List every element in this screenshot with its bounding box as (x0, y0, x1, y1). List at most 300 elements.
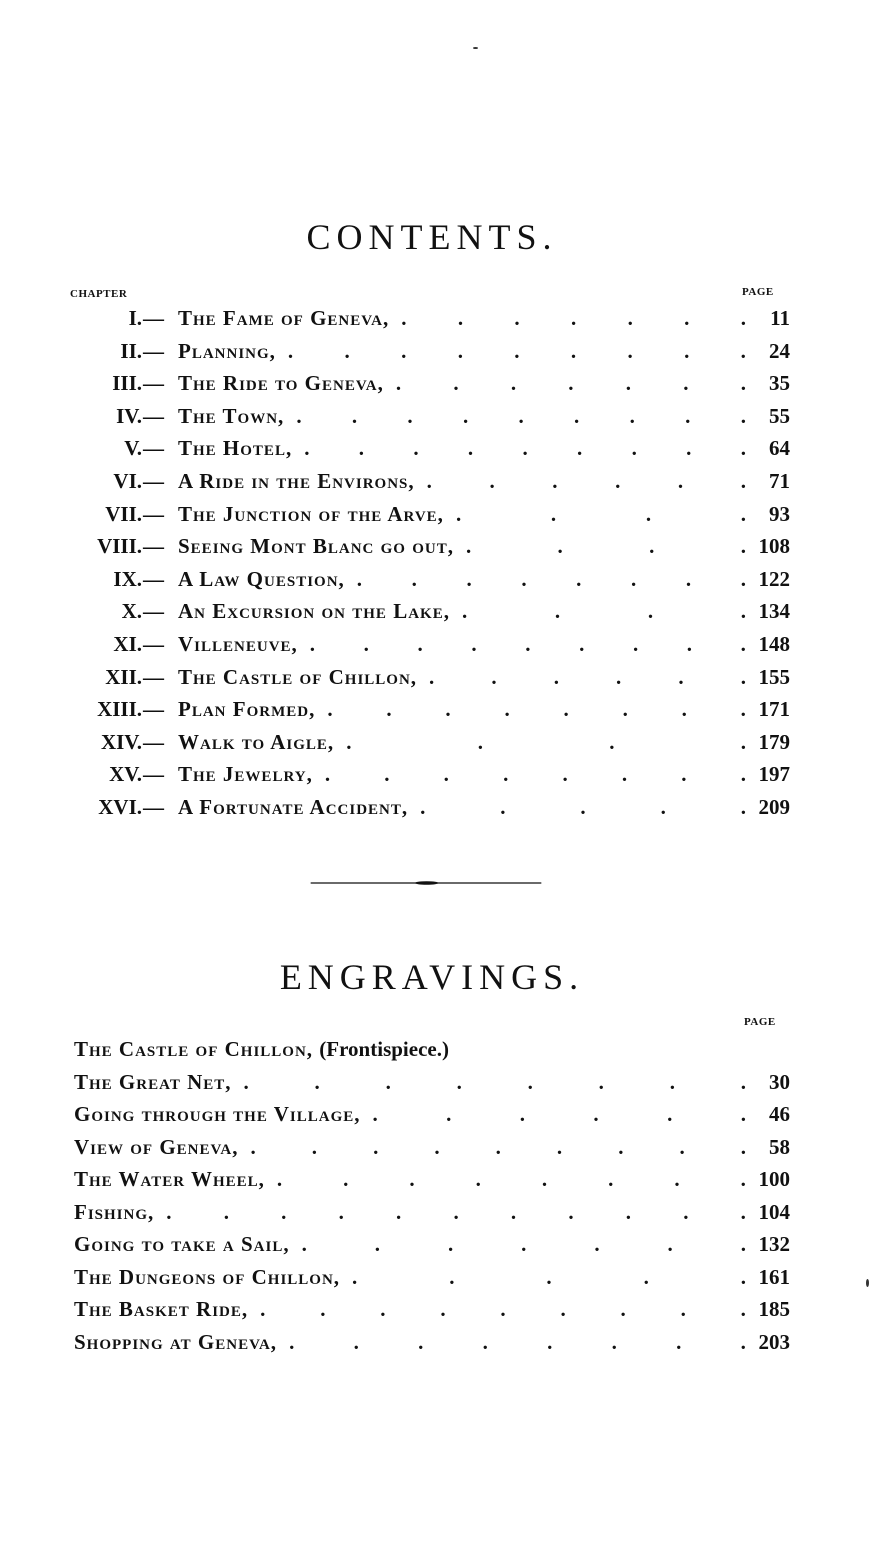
chapter-numeral: X. (121, 599, 142, 624)
contents-heading: CONTENTS. (306, 217, 558, 257)
leader-dot: . (557, 534, 563, 559)
leader-dot: . (740, 1134, 746, 1159)
leader-dot: . (521, 566, 527, 591)
leader-dot: . (740, 403, 746, 428)
leader-dot: . (556, 1134, 563, 1159)
leader-dot: . (457, 306, 464, 330)
chapter-title: The Jewelry, (178, 762, 313, 787)
leader-dot: . (684, 306, 690, 330)
engraving-row (0, 1261, 882, 1293)
leader-dot: . (568, 371, 574, 396)
leader-dot: . (546, 1264, 552, 1289)
contents-row (0, 758, 882, 790)
em-dash: — (143, 469, 164, 493)
leader-dot: . (678, 664, 684, 689)
engraving-title (74, 1261, 340, 1293)
leader-dot: . (344, 338, 350, 363)
leader-dot: . (580, 795, 586, 819)
leader-dot: . (608, 1167, 614, 1191)
leader-dot: . (395, 371, 402, 396)
em-dash: — (143, 371, 164, 396)
chapter-numeral: XIII. (97, 697, 142, 722)
chapter-title: A Ride in the Environs, (178, 469, 415, 493)
leader-dot: . (491, 664, 497, 689)
leader-dot: . (740, 1232, 746, 1256)
leader-dot: . (620, 1297, 626, 1321)
leader-dot: . (380, 1297, 386, 1321)
contents-row (0, 367, 882, 399)
chapter-title: The Hotel, (178, 436, 293, 461)
engravings-heading: ENGRAVINGS. (279, 957, 585, 997)
leader-dot: . (527, 1069, 533, 1094)
leader-dot: . (510, 371, 517, 396)
em-dash: — (143, 338, 164, 363)
leader-dot: . (510, 1199, 517, 1224)
leader-dots (420, 791, 746, 823)
engraving-title (74, 1228, 290, 1260)
leader-dot: . (669, 1069, 675, 1094)
chapter-numeral: XVI. (98, 795, 142, 819)
leader-dot: . (622, 697, 628, 722)
engraving-title-text: Going through the Village, (74, 1102, 361, 1126)
leader-dot: . (296, 403, 302, 428)
leader-dot: . (418, 1329, 424, 1354)
leader-dot: . (740, 371, 746, 396)
leader-dot: . (579, 632, 585, 656)
contents-row (0, 335, 882, 367)
leader-dots (302, 1228, 746, 1260)
chapter-title: A Law Question, (178, 566, 345, 591)
leader-dots (462, 595, 746, 627)
page-number: 108 (758, 534, 790, 559)
leader-dot: . (563, 697, 569, 722)
page-number: 104 (758, 1199, 790, 1224)
leader-dot: . (384, 762, 390, 787)
leader-dot: . (740, 1167, 746, 1191)
leader-dots (357, 563, 746, 595)
contents-row (0, 432, 882, 464)
leader-dot: . (681, 762, 687, 787)
leader-dot: . (401, 338, 407, 363)
leader-dot: . (250, 1134, 256, 1159)
leader-dot: . (685, 403, 691, 428)
chapter-numeral: VIII. (97, 534, 142, 559)
leader-dot: . (740, 338, 746, 363)
leader-dot: . (477, 729, 483, 754)
leader-dot: . (372, 1102, 378, 1126)
leader-dots (346, 726, 746, 758)
engraving-title (74, 1098, 361, 1130)
chapter-title: The Town, (178, 403, 285, 428)
chapter-numeral: V. (124, 436, 142, 461)
page-number: 64 (769, 436, 790, 461)
leader-dot: . (281, 1199, 287, 1224)
contents-row (0, 302, 882, 334)
page-number: 71 (769, 469, 790, 493)
engraving-note: (Frontispiece.) (319, 1037, 449, 1061)
leader-dot: . (616, 664, 622, 689)
leader-dots (429, 661, 746, 693)
leader-dot: . (680, 1297, 686, 1321)
leader-dot: . (574, 403, 580, 428)
leader-dot: . (740, 1102, 746, 1126)
leader-dot: . (676, 1329, 682, 1354)
leader-dot: . (467, 436, 474, 461)
leader-dot: . (629, 403, 635, 428)
leader-dot: . (683, 371, 689, 396)
leader-dot: . (351, 403, 358, 428)
em-dash: — (143, 632, 164, 656)
chapter-title: The Castle of Chillon, (178, 664, 418, 689)
leader-dot: . (429, 664, 435, 689)
engraving-title (74, 1066, 232, 1098)
page-number: 209 (758, 795, 790, 819)
em-dash: — (143, 599, 164, 624)
leader-dot: . (521, 1232, 527, 1256)
contents-row (0, 400, 882, 432)
engraving-title-text: Fishing, (74, 1199, 155, 1224)
leader-dot: . (495, 1134, 501, 1159)
page-number: 11 (770, 306, 790, 330)
leader-dot: . (667, 1232, 673, 1256)
page-number: 35 (769, 371, 790, 396)
chapter-column-label: CHAPTER (70, 288, 128, 300)
leader-dot: . (577, 436, 583, 461)
leader-dot: . (615, 469, 621, 493)
leader-dot: . (385, 1069, 391, 1094)
leader-dot: . (396, 1199, 402, 1224)
leader-dot: . (576, 566, 582, 591)
leader-dot: . (625, 371, 632, 396)
engraving-title-text: View of Geneva, (74, 1134, 239, 1159)
contents-row (0, 726, 882, 758)
leader-dot: . (260, 1297, 266, 1321)
leader-dot: . (740, 729, 746, 754)
em-dash: — (143, 566, 164, 591)
leader-dot: . (677, 469, 684, 493)
leader-dot: . (740, 436, 746, 461)
engraving-row (0, 1228, 882, 1260)
leader-dot: . (649, 534, 655, 559)
chapter-numeral: XV. (109, 762, 142, 787)
leader-dot: . (489, 469, 495, 493)
leader-dot: . (594, 1232, 600, 1256)
leader-dot: . (562, 762, 568, 787)
leader-dot: . (547, 1329, 553, 1354)
leader-dots (289, 1326, 746, 1358)
leader-dot: . (456, 1069, 462, 1094)
leader-dot: . (553, 664, 559, 689)
leader-dot: . (434, 1134, 440, 1159)
chapter-numeral: VII. (105, 501, 142, 526)
leader-dot: . (352, 1264, 358, 1289)
chapter-numeral: IV. (116, 403, 142, 428)
leader-dot: . (740, 697, 746, 722)
leader-dot: . (740, 1297, 746, 1321)
leader-dot: . (686, 436, 692, 461)
em-dash: — (143, 795, 164, 819)
engraving-title (74, 1293, 248, 1325)
engraving-row (0, 1293, 882, 1325)
leader-dot: . (327, 697, 333, 722)
leader-dot: . (643, 1264, 649, 1289)
ink-speck-right (866, 1279, 869, 1287)
leader-dot: . (413, 436, 419, 461)
leader-dot: . (522, 436, 528, 461)
chapter-title: Plan Formed, (178, 697, 316, 722)
leader-dots (325, 758, 746, 790)
leader-dot: . (500, 795, 506, 819)
leader-dot: . (417, 632, 423, 656)
leader-dot: . (740, 566, 746, 591)
section-divider (253, 881, 599, 885)
leader-dot: . (685, 566, 692, 591)
leader-dot: . (449, 1264, 455, 1289)
leader-dot: . (407, 403, 413, 428)
page-number: 46 (769, 1102, 790, 1126)
leader-dot: . (314, 1069, 320, 1094)
leader-dot: . (609, 729, 615, 754)
leader-dot: . (276, 1167, 283, 1191)
leader-dot: . (681, 697, 687, 722)
leader-dot: . (411, 566, 417, 591)
leader-dot: . (301, 1232, 307, 1256)
leader-dot: . (289, 1329, 295, 1354)
leader-dot: . (455, 501, 462, 526)
page-number: 132 (758, 1232, 790, 1256)
engravings-page-label: PAGE (744, 1016, 776, 1028)
chapter-numeral: XIV. (100, 729, 142, 754)
engraving-title (74, 1131, 239, 1163)
chapter-title: Villeneuve, (178, 632, 298, 656)
leader-dots (296, 400, 746, 432)
engraving-row (0, 1098, 882, 1130)
engraving-row (0, 1326, 882, 1358)
leader-dots (427, 465, 746, 497)
chapter-numeral: IX. (113, 566, 142, 591)
leader-dot: . (568, 1199, 574, 1224)
leader-dot: . (466, 566, 472, 591)
leader-dot: . (373, 1134, 379, 1159)
leader-dot: . (304, 436, 310, 461)
leader-dots (277, 1163, 746, 1195)
em-dash: — (143, 762, 164, 787)
leader-dot: . (356, 566, 363, 591)
contents-row (0, 661, 882, 693)
page-number: 179 (758, 729, 790, 754)
leader-dot: . (166, 1199, 172, 1224)
leader-dots (456, 498, 746, 530)
leader-dots (260, 1293, 746, 1325)
chapter-title: Seeing Mont Blanc go out, (178, 534, 454, 559)
leader-dots (166, 1196, 746, 1228)
leader-dot: . (309, 632, 316, 656)
leader-dot: . (518, 403, 524, 428)
engraving-title-text: The Dungeons of Chillon, (74, 1264, 341, 1289)
leader-dot: . (363, 632, 369, 656)
page-number: 197 (758, 762, 790, 787)
leader-dot: . (519, 1102, 526, 1126)
page-number: 24 (769, 338, 790, 363)
engraving-title (74, 1033, 449, 1065)
page-number: 122 (758, 566, 790, 591)
leader-dot: . (440, 1297, 446, 1321)
leader-dots (244, 1066, 746, 1098)
leader-dot: . (465, 534, 472, 559)
divider-ornament (415, 881, 439, 884)
leader-dot: . (426, 469, 432, 493)
leader-dot: . (461, 599, 468, 624)
leader-dot: . (500, 1297, 506, 1321)
chapter-title: The Junction of the Arve, (178, 501, 444, 526)
leader-dots (373, 1098, 747, 1130)
em-dash: — (143, 729, 164, 754)
page-number: 30 (769, 1069, 790, 1094)
engraving-row (0, 1163, 882, 1195)
leader-dot: . (453, 371, 459, 396)
leader-dot: . (740, 664, 746, 689)
leader-dot: . (401, 306, 407, 330)
leader-dot: . (570, 338, 577, 363)
leader-dot: . (679, 1134, 685, 1159)
leader-dots (327, 693, 746, 725)
leader-dot: . (631, 436, 637, 461)
chapter-numeral: VI. (113, 469, 142, 493)
chapter-title: Planning, (178, 338, 276, 363)
contents-row (0, 498, 882, 530)
leader-dot: . (453, 1199, 459, 1224)
page-number: 155 (758, 664, 790, 689)
leader-dot: . (504, 697, 510, 722)
leader-dot: . (386, 697, 392, 722)
leader-dot: . (409, 1167, 415, 1191)
leader-dot: . (740, 469, 746, 493)
engraving-row (0, 1033, 882, 1065)
contents-row (0, 530, 882, 562)
page-number: 161 (758, 1264, 790, 1289)
leader-dot: . (324, 762, 331, 787)
page-column-label: PAGE (742, 286, 774, 298)
leader-dot: . (740, 632, 746, 656)
leader-dot: . (632, 632, 639, 656)
ink-speck-top (473, 47, 478, 49)
leader-dot: . (346, 729, 352, 754)
leader-dot: . (667, 1102, 673, 1126)
chapter-numeral: III. (112, 371, 142, 396)
contents-row (0, 595, 882, 627)
leader-dot: . (740, 1264, 746, 1289)
page-number: 185 (758, 1297, 790, 1321)
leader-dot: . (475, 1167, 481, 1191)
leader-dots (288, 335, 746, 367)
leader-dots (352, 1261, 746, 1293)
leader-dot: . (514, 306, 520, 330)
leader-dot: . (683, 1199, 689, 1224)
engraving-title-text: Shopping at Geneva, (74, 1329, 278, 1354)
leader-dot: . (541, 1167, 548, 1191)
engraving-title (74, 1163, 265, 1195)
leader-dots (304, 432, 746, 464)
leader-dot: . (570, 306, 577, 330)
leader-dot: . (627, 306, 633, 330)
leader-dot: . (740, 306, 746, 330)
em-dash: — (143, 534, 164, 559)
leader-dot: . (684, 338, 690, 363)
leader-dot: . (740, 1199, 746, 1224)
chapter-numeral: XI. (113, 632, 142, 656)
leader-dot: . (740, 501, 746, 526)
page-number: 203 (758, 1329, 790, 1354)
leader-dot: . (447, 1232, 454, 1256)
leader-dot: . (593, 1102, 599, 1126)
em-dash: — (143, 697, 164, 722)
page-number: 134 (758, 599, 790, 624)
leader-dot: . (443, 762, 449, 787)
engraving-title-text: The Great Net, (74, 1069, 232, 1094)
chapter-numeral: XII. (105, 664, 142, 689)
leader-dot: . (311, 1134, 318, 1159)
leader-dots (251, 1131, 747, 1163)
leader-dot: . (618, 1134, 624, 1159)
engraving-title (74, 1326, 277, 1358)
leader-dot: . (611, 1329, 617, 1354)
page-number: 58 (769, 1134, 790, 1159)
leader-dot: . (686, 632, 693, 656)
leader-dot: . (625, 1199, 632, 1224)
engraving-title-text: The Castle of Chillon, (74, 1037, 314, 1061)
leader-dot: . (627, 338, 633, 363)
engraving-row (0, 1196, 882, 1228)
leader-dot: . (740, 1069, 746, 1094)
em-dash: — (143, 501, 164, 526)
leader-dot: . (462, 403, 469, 428)
leader-dots (401, 302, 746, 334)
leader-dot: . (353, 1329, 359, 1354)
page-number: 93 (769, 501, 790, 526)
leader-dot: . (482, 1329, 488, 1354)
engraving-row (0, 1131, 882, 1163)
leader-dot: . (503, 762, 509, 787)
leader-dot: . (525, 632, 531, 656)
page-number: 171 (758, 697, 790, 722)
leader-dot: . (552, 469, 558, 493)
leader-dot: . (514, 338, 520, 363)
leader-dot: . (457, 338, 463, 363)
engraving-title-text: Going to take a Sail, (74, 1232, 290, 1256)
leader-dot: . (740, 1329, 746, 1354)
leader-dot: . (631, 566, 637, 591)
leader-dot: . (740, 795, 746, 819)
em-dash: — (143, 436, 164, 461)
leader-dot: . (320, 1297, 326, 1321)
chapter-title: An Excursion on the Lake, (178, 599, 450, 624)
contents-row (0, 563, 882, 595)
chapter-title: Walk to Aigle, (178, 729, 335, 754)
leader-dot: . (560, 1297, 566, 1321)
leader-dot: . (420, 795, 426, 819)
page-number: 55 (769, 403, 790, 428)
leader-dots (310, 628, 746, 660)
contents-row (0, 628, 882, 660)
leader-dot: . (740, 534, 746, 559)
chapter-numeral: I. (128, 306, 142, 330)
leader-dot: . (446, 1102, 452, 1126)
leader-dot: . (660, 795, 666, 819)
engraving-title (74, 1196, 154, 1228)
chapter-title: The Ride to Geneva, (178, 371, 384, 396)
leader-dot: . (287, 338, 294, 363)
page-number: 148 (758, 632, 790, 656)
